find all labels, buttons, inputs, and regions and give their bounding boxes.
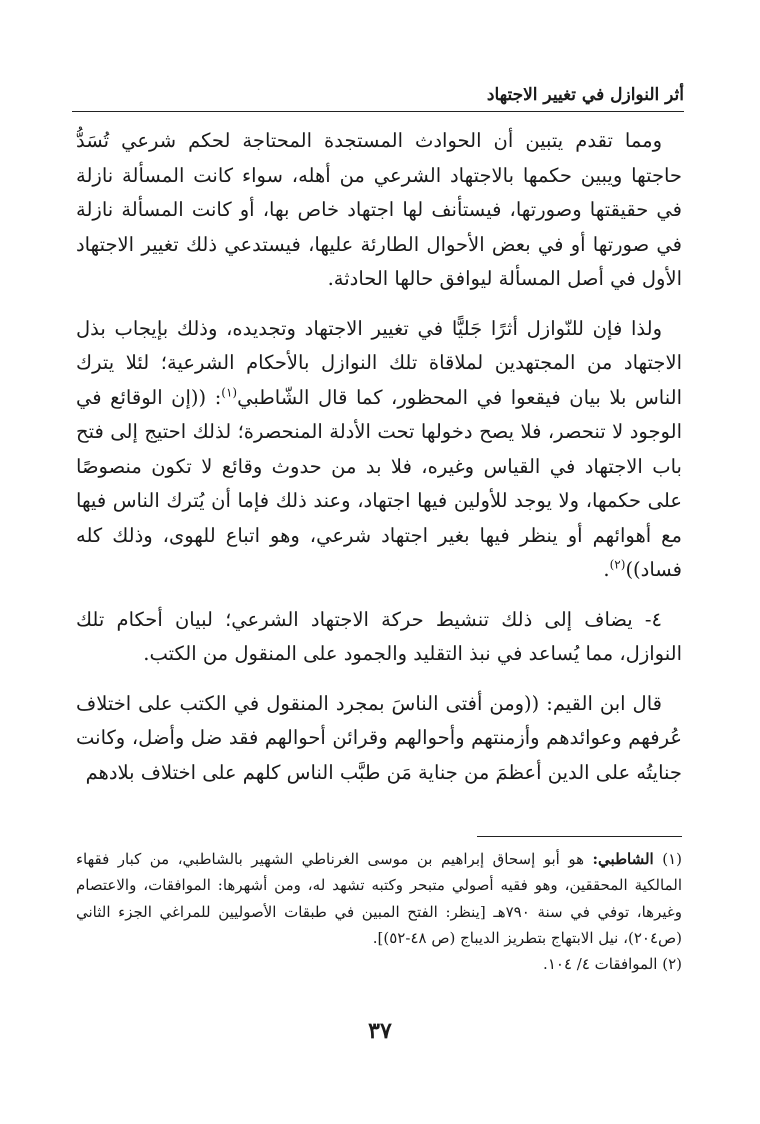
paragraph-3-text: ٤- يضاف إلى ذلك تنشيط حركة الاجتهاد الشرعي؛ لبيان أحكام تلك النوازل، مما يُساعد في نبذ التقليد والجمود على المنقول من الكتب. [76,607,682,665]
paragraph-4-text: قال ابن القيم: ((ومن أفتى الناسَ بمجرد المنقول في الكتب على اختلاف عُرفهم وعوائدهم وأزمنتهم وأحوالهم وقرائن أحوالهم فقد ضل وأضل، وكانت جنايتُه على الدين أعظمَ من جناية مَن طبَّب الناس كلهم على اختلاف بلادهم [76,691,682,784]
paragraph-1-text: ومما تقدم يتبين أن الحوادث المستجدة المحتاجة لحكم شرعي تُسَدُّ حاجتها ويبين حكمها بالاجتهاد الشرعي من أهله، سواء كانت المسألة نازلة في حقيقتها وصورتها، فيستأنف لها اجتهاد خاص بها، أو كانت المسألة نازلة في صورتها أو في بعض الأحوال الطارئة عليها، فيستدعي ذلك تغيير الاجتهاد الأول في أصل المسألة ليوافق حالها الحادثة. [76,129,682,290]
footnote-1 [76,846,682,951]
paragraph-2-text-c: . [603,558,610,581]
footnote-2-text: الموافقات ٤/ ١٠٤. [543,955,658,974]
footnotes [76,846,682,977]
paragraph-2-text-a: ولذا فإن للنّوازل أثرًا جَليًّا في تغيير الاجتهاد وتجديده، وذلك بإيجاب بذل الاجتهاد من المجتهدين لملاقاة تلك النوازل بالأحكام الشرعية؛ لئلا يترك الناس بلا بيان فيقعوا في المحظور، كما قال الشّاطبي [76,316,682,409]
paragraph-2 [76,312,682,588]
footnote-1-name: الشاطبي: [592,850,654,868]
footnote-separator [477,836,682,837]
footnote-1-text: هو أبو إسحاق إبراهيم بن موسى الغرناطي الشهير بالشاطبي، من كبار فقهاء المالكية المحققين، وهو فقيه أصولي متبحر وكتبه تشهد له، ومن أشهرها: الموافقات، والاعتصام وغيرها، توفي في سنة ٧٩٠هـ [ينظر: الفتح المبين في طبقات الأصوليين للمراغي الجزء الثاني (ص٢٠٤)، نيل الابتهاج بتطريز الديباج (ص ٤٨-٥٢)]. [76,850,682,947]
main-text [76,124,682,805]
page-number: ٣٧ [368,1018,392,1044]
footnote-ref-1[interactable]: (١) [221,385,238,399]
footnote-1-marker: (١) [662,850,682,868]
paragraph-4 [76,687,682,791]
paragraph-3 [76,603,682,672]
running-header-title: أثر النوازل في تغيير الاجتهاد [486,85,684,105]
footnote-2-marker: (٢) [662,955,682,974]
paragraph-1 [76,124,682,297]
footnote-ref-2[interactable]: (٢) [609,557,626,572]
header-rule [72,111,684,112]
paragraph-2-text-b: : ((إن الوقائع في الوجود لا تنحصر، فلا يصح دخولها تحت الأدلة المنحصرة؛ لذلك احتيج إلى فتح باب الاجتهاد في القياس وغيره، فلا بد من حدوث وقائع لا تكون منصوصًا على حكمها، ولا يوجد للأولين فيها اجتهاد، وعند ذلك فإما أن يُترك الناس فيها مع أهوائهم أو ينظر فيها بغير اجتهاد شرعي، وهو اتباع للهوى، وذلك كله فساد)) [76,385,682,581]
footnote-2 [76,951,682,977]
